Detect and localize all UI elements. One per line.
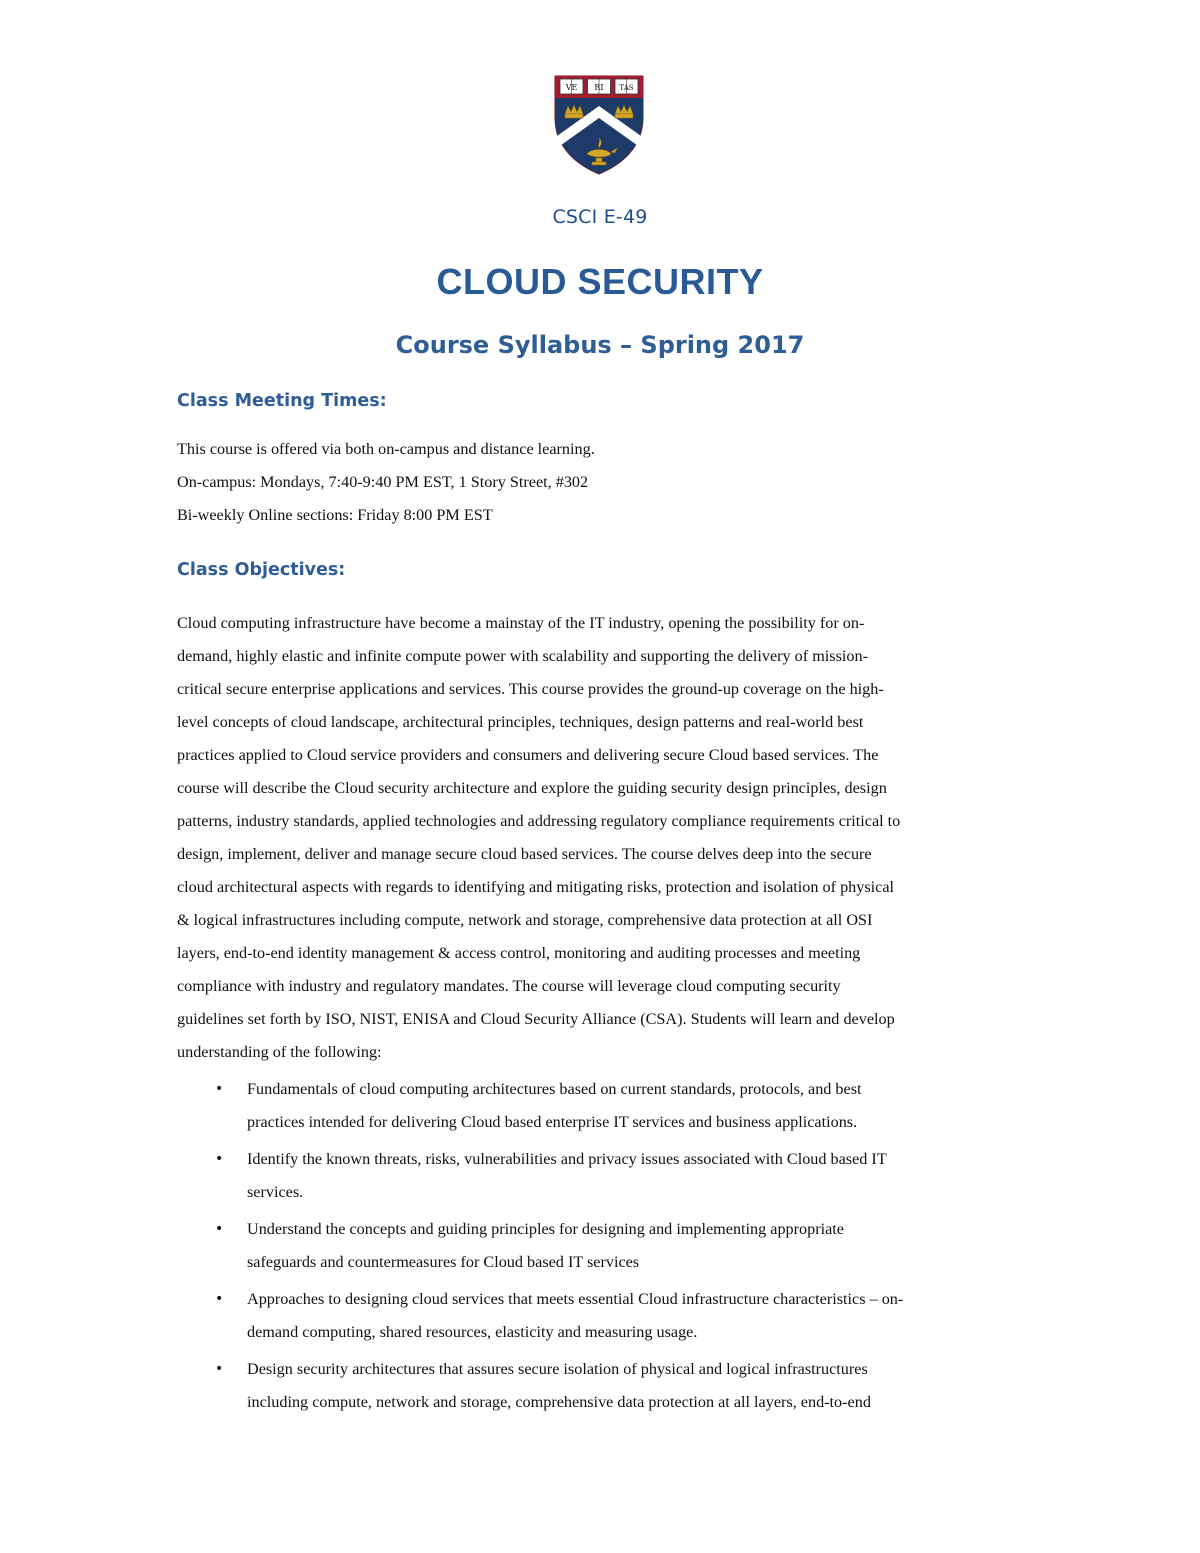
meeting-line: Bi-weekly Online sections: Friday 8:00 PM EST — [177, 506, 493, 524]
bullet-line: Fundamentals of cloud computing architectures based on current standards, protocols, and best — [247, 1080, 862, 1098]
bullet-line: including compute, network and storage, comprehensive data protection at all layers, end-to-end — [247, 1393, 871, 1411]
course-code: CSCI E-49 — [552, 206, 648, 228]
bullet-line: practices intended for delivering Cloud based enterprise IT services and business applications. — [247, 1113, 858, 1131]
paragraph-line: & logical infrastructures including compute, network and storage, comprehensive data protection at all OSI — [177, 911, 873, 929]
bullet-icon: • — [215, 1151, 224, 1167]
meeting-times-body — [177, 433, 1037, 532]
bullet-line: Understand the concepts and guiding principles for designing and implementing appropriate — [247, 1220, 844, 1238]
bullet-icon: • — [215, 1291, 224, 1307]
course-title: CLOUD SECURITY — [436, 261, 764, 302]
list-item — [177, 1143, 1057, 1209]
syllabus-subtitle: Course Syllabus – Spring 2017 — [395, 331, 805, 359]
paragraph-line: patterns, industry standards, applied technologies and addressing regulatory compliance requirements critical to — [177, 812, 901, 830]
paragraph-line: cloud architectural aspects with regards to identifying and mitigating risks, protection and isolation of physical — [177, 878, 895, 896]
paragraph-line: level concepts of cloud landscape, architectural principles, techniques, design patterns and real-world best — [177, 713, 864, 731]
paragraph-line: understanding of the following: — [177, 1043, 382, 1061]
harvard-extension-shield-icon — [553, 74, 645, 176]
list-item — [177, 1213, 1057, 1279]
objectives-paragraph — [177, 607, 1037, 1069]
motto-part-1: VE — [565, 83, 578, 92]
meeting-times-heading: Class Meeting Times: — [177, 391, 387, 411]
list-item — [177, 1073, 1057, 1139]
bullet-line: safeguards and countermeasures for Cloud based IT services — [247, 1253, 640, 1271]
bullet-line: services. — [247, 1183, 304, 1201]
bullet-line: Approaches to designing cloud services that meets essential Cloud infrastructure characteristics – on- — [247, 1290, 904, 1308]
objectives-bullet-list — [177, 1073, 1057, 1423]
bullet-icon: • — [215, 1081, 224, 1097]
meeting-line: This course is offered via both on-campus and distance learning. — [177, 440, 595, 458]
list-item — [177, 1353, 1057, 1419]
bullet-icon: • — [215, 1361, 224, 1377]
paragraph-line: compliance with industry and regulatory mandates. The course will leverage cloud computing security — [177, 977, 841, 995]
paragraph-line: demand, highly elastic and infinite compute power with scalability and supporting the delivery of mission- — [177, 647, 868, 665]
paragraph-line: course will describe the Cloud security architecture and explore the guiding security design principles, design — [177, 779, 887, 797]
list-item — [177, 1283, 1057, 1349]
bullet-line: demand computing, shared resources, elasticity and measuring usage. — [247, 1323, 698, 1341]
paragraph-line: guidelines set forth by ISO, NIST, ENISA and Cloud Security Alliance (CSA). Students will learn and develop — [177, 1010, 895, 1028]
paragraph-line: Cloud computing infrastructure have become a mainstay of the IT industry, opening the possibility for on- — [177, 614, 865, 632]
bullet-line: Identify the known threats, risks, vulnerabilities and privacy issues associated with Cloud based IT — [247, 1150, 887, 1168]
bullet-line: Design security architectures that assures secure isolation of physical and logical infrastructures — [247, 1360, 868, 1378]
paragraph-line: design, implement, deliver and manage secure cloud based services. The course delves deep into the secure — [177, 845, 872, 863]
paragraph-line: practices applied to Cloud service providers and consumers and delivering secure Cloud based services. The — [177, 746, 879, 764]
meeting-line: On-campus: Mondays, 7:40-9:40 PM EST, 1 Story Street, #302 — [177, 473, 589, 491]
motto-part-2: RI — [594, 83, 604, 92]
objectives-heading: Class Objectives: — [177, 560, 346, 580]
bullet-icon: • — [215, 1221, 224, 1237]
paragraph-line: layers, end-to-end identity management & access control, monitoring and auditing processes and meeting — [177, 944, 861, 962]
paragraph-line: critical secure enterprise applications and services. This course provides the ground-up coverage on the high- — [177, 680, 884, 698]
motto-part-3: TAS — [619, 84, 634, 92]
